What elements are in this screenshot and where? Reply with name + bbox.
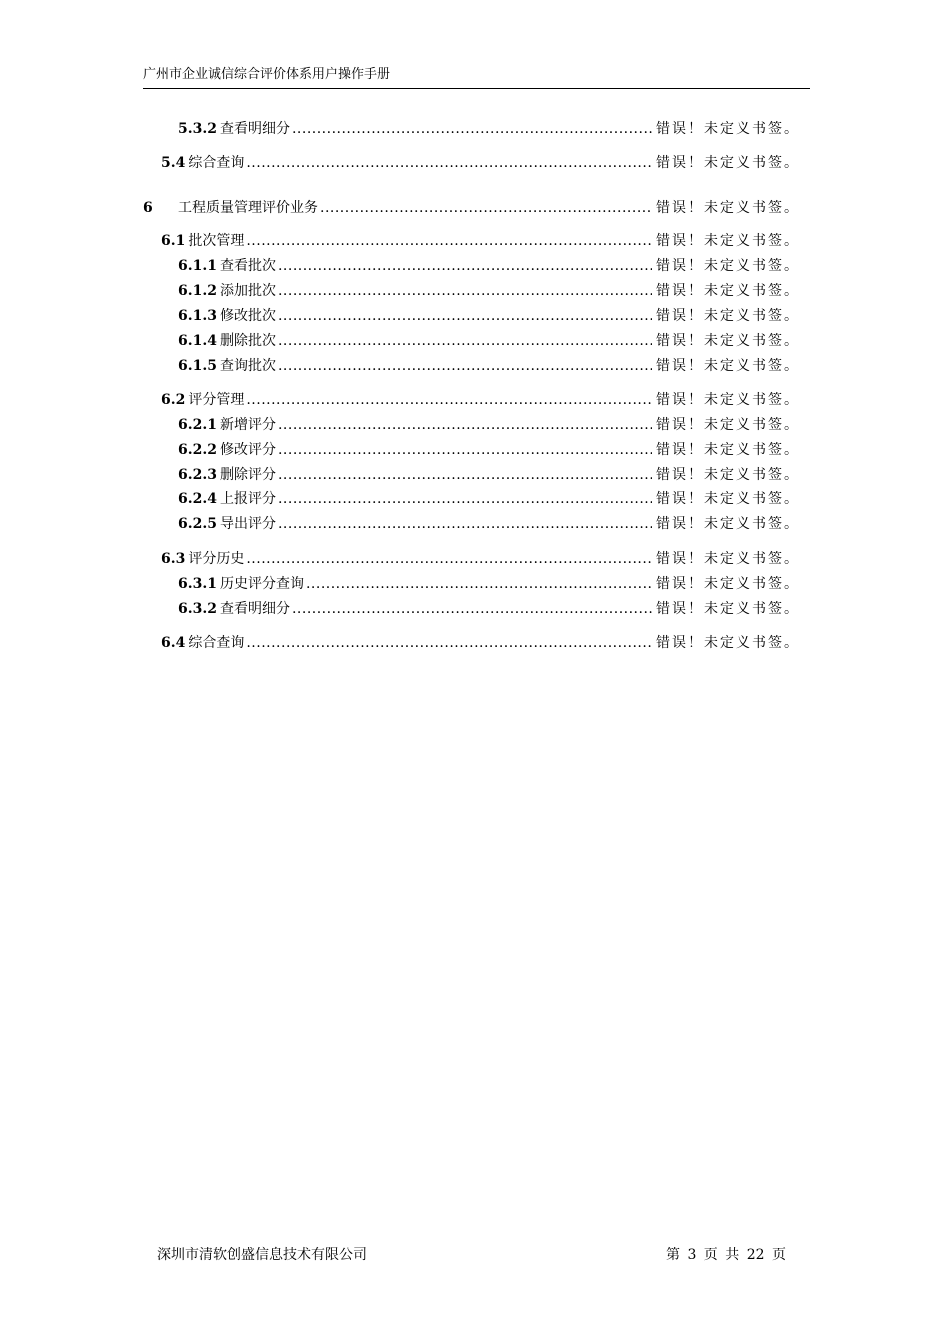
toc-entry-6-2[interactable] (143, 389, 806, 411)
toc-entry-6-1-5[interactable] (143, 355, 806, 377)
toc-number: 6.1.4 (178, 333, 217, 349)
toc-entry-6-2-1[interactable] (143, 414, 806, 436)
toc-number: 6.3.1 (178, 576, 217, 592)
toc-leader (278, 255, 652, 277)
toc-number: 6.1.2 (178, 283, 217, 299)
toc-title: 查看明细分 (219, 121, 290, 137)
toc-title: 查看批次 (219, 258, 276, 274)
toc-leader (278, 305, 652, 327)
toc-number: 6.3 (161, 551, 186, 567)
toc-title: 评分历史 (188, 551, 245, 567)
toc-entry-6-3-1[interactable] (143, 573, 806, 595)
toc-entry-6-3[interactable] (143, 548, 806, 570)
toc-entry-6-2-2[interactable] (143, 439, 806, 461)
toc-entry-6-2-4[interactable] (143, 488, 806, 510)
toc-page-ref: 错误！未定义书签。 (656, 601, 800, 617)
toc-number: 6.1 (161, 233, 186, 249)
toc-leader (246, 632, 652, 654)
toc-title: 工程质量管理评价业务 (178, 200, 318, 216)
toc-leader (278, 414, 652, 436)
toc-entry-6-1-3[interactable] (143, 305, 806, 327)
toc-page-ref: 错误！未定义书签。 (656, 155, 800, 171)
page-header (143, 66, 810, 89)
toc-title: 添加批次 (219, 283, 276, 299)
toc-entry-6-2-3[interactable] (143, 464, 806, 486)
toc-leader (246, 230, 652, 252)
toc-title: 导出评分 (219, 516, 276, 532)
toc-title: 删除批次 (219, 333, 276, 349)
toc-leader (278, 464, 652, 486)
toc-leader (278, 488, 652, 510)
toc-number: 6.2.1 (178, 417, 217, 433)
toc-leader (292, 598, 652, 620)
toc-number: 6 (143, 200, 153, 216)
footer-page-number: 第 3 页 共 22 页 (666, 1247, 786, 1263)
toc-page-ref: 错误！未定义书签。 (656, 417, 800, 433)
toc-number: 5.4 (161, 155, 186, 171)
toc-page-ref: 错误！未定义书签。 (656, 258, 800, 274)
toc-number: 6.2.2 (178, 442, 217, 458)
toc-page-ref: 错误！未定义书签。 (656, 442, 800, 458)
toc-leader (292, 118, 652, 140)
toc-entry-6[interactable] (143, 197, 806, 219)
toc-page-ref: 错误！未定义书签。 (656, 200, 800, 216)
toc-entry-6-2-5[interactable] (143, 513, 806, 535)
toc-entry-6-1-4[interactable] (143, 330, 806, 352)
footer-company: 深圳市清软创盛信息技术有限公司 (157, 1247, 367, 1263)
toc-title: 批次管理 (188, 233, 245, 249)
toc-page-ref: 错误！未定义书签。 (656, 121, 800, 137)
toc-page-ref: 错误！未定义书签。 (656, 283, 800, 299)
toc-page-ref: 错误！未定义书签。 (656, 467, 800, 483)
toc-page-ref: 错误！未定义书签。 (656, 392, 800, 408)
toc-number: 6.2.4 (178, 491, 217, 507)
toc-leader (278, 513, 652, 535)
toc-title: 综合查询 (188, 155, 245, 171)
toc-title: 修改评分 (219, 442, 276, 458)
toc-leader (246, 152, 652, 174)
toc-number: 6.2.3 (178, 467, 217, 483)
toc-title: 删除评分 (219, 467, 276, 483)
toc-page-ref: 错误！未定义书签。 (656, 233, 800, 249)
toc-page-ref: 错误！未定义书签。 (656, 491, 800, 507)
toc-page-ref: 错误！未定义书签。 (656, 635, 800, 651)
toc-page-ref: 错误！未定义书签。 (656, 516, 800, 532)
toc-page-ref: 错误！未定义书签。 (656, 358, 800, 374)
toc-title: 修改批次 (219, 308, 276, 324)
toc-title: 上报评分 (219, 491, 276, 507)
toc-number: 5.3.2 (178, 121, 217, 137)
toc-number: 6.1.1 (178, 258, 217, 274)
toc-page-ref: 错误！未定义书签。 (656, 551, 800, 567)
toc-leader (246, 389, 652, 411)
toc-leader (278, 439, 652, 461)
toc-leader (320, 197, 652, 219)
toc-page-ref: 错误！未定义书签。 (656, 333, 800, 349)
toc-entry-6-3-2[interactable] (143, 598, 806, 620)
toc-entry-5-4[interactable] (143, 152, 806, 174)
toc-entry-5-3-2[interactable] (143, 118, 806, 140)
toc-number: 6.4 (161, 635, 186, 651)
toc-title: 查看明细分 (219, 601, 290, 617)
toc-page-ref: 错误！未定义书签。 (656, 308, 800, 324)
toc-title: 评分管理 (188, 392, 245, 408)
toc-leader (278, 280, 652, 302)
toc-page-ref: 错误！未定义书签。 (656, 576, 800, 592)
toc-entry-6-1[interactable] (143, 230, 806, 252)
toc-title: 新增评分 (219, 417, 276, 433)
toc-number: 6.3.2 (178, 601, 217, 617)
toc-number: 6.2.5 (178, 516, 217, 532)
toc-leader (246, 548, 652, 570)
toc-entry-6-1-2[interactable] (143, 280, 806, 302)
toc-leader (306, 573, 652, 595)
toc-entry-6-4[interactable] (143, 632, 806, 654)
toc-title: 查询批次 (219, 358, 276, 374)
toc-number: 6.1.5 (178, 358, 217, 374)
document-title: 广州市企业诚信综合评价体系用户操作手册 (143, 67, 391, 82)
toc-leader (278, 355, 652, 377)
toc-title: 综合查询 (188, 635, 245, 651)
toc-leader (278, 330, 652, 352)
toc-number: 6.2 (161, 392, 186, 408)
toc-number: 6.1.3 (178, 308, 217, 324)
toc-entry-6-1-1[interactable] (143, 255, 806, 277)
toc-title: 历史评分查询 (219, 576, 304, 592)
